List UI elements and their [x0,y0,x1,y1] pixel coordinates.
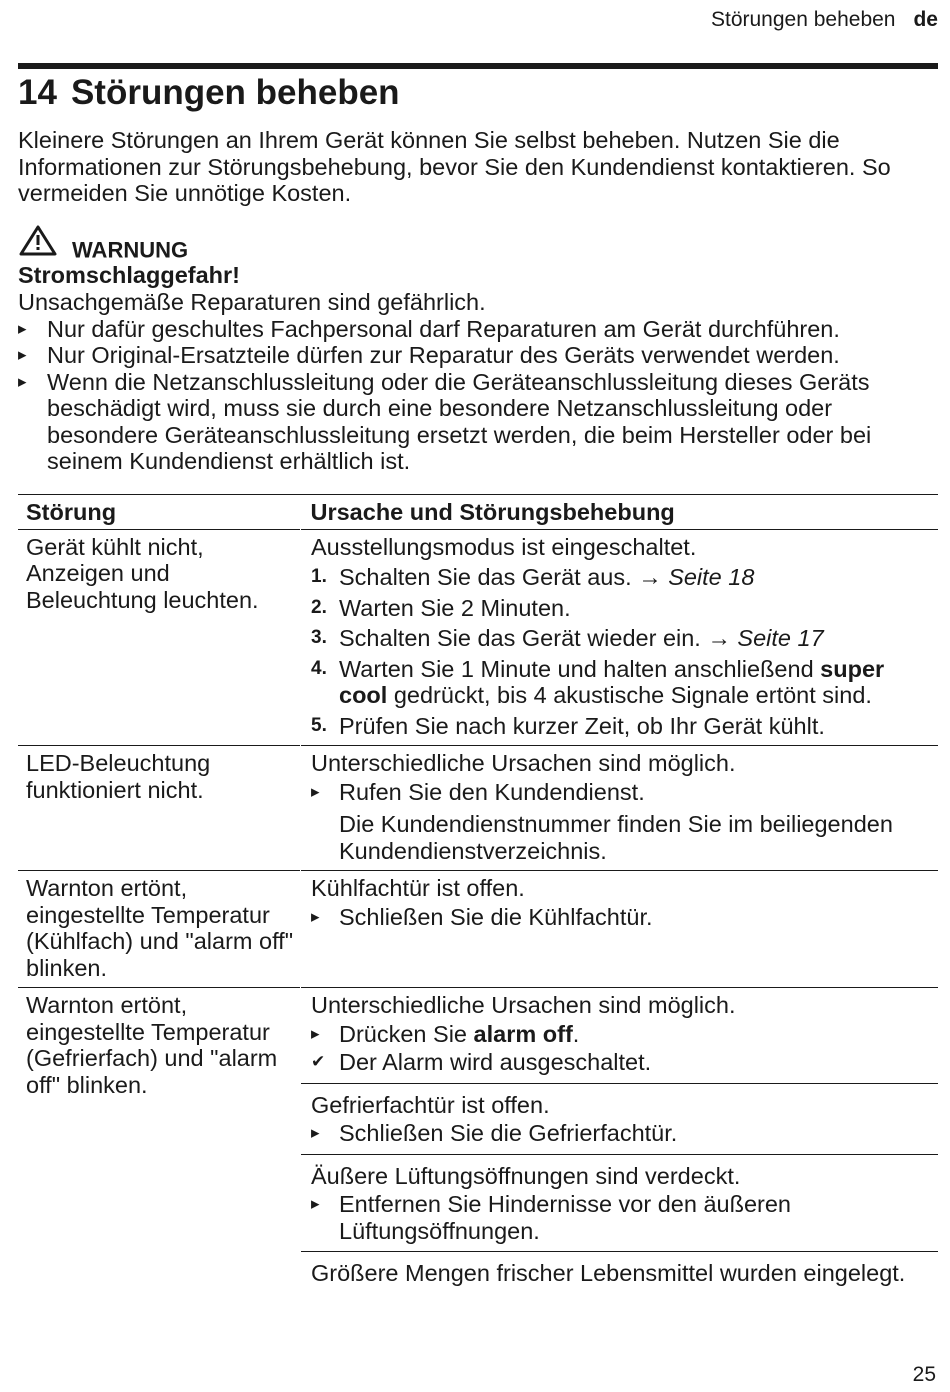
step-item [311,625,934,652]
step-text: gedrückt, bis 4 akustische Signale ertönt sind. [393,682,872,708]
button-name: super cool [339,655,885,708]
action-item: ▸ Schließen Sie die Kühlfachtür. [311,904,934,931]
action-item: ▸ Schließen Sie die Gefrierfachtür. [311,1120,938,1147]
action-list [311,1120,938,1147]
action-list [311,1191,938,1244]
cause-text: Unterschiedliche Ursachen sind möglich. [311,992,736,1018]
remedy-cell [301,746,939,871]
action-item: ▸ Entfernen Sie Hindernisse vor den äußeren Lüftungsöffnungen. [311,1191,938,1244]
action-list [311,779,934,806]
step-number: 1. [311,566,327,587]
column-header-fault: Störung [26,499,117,525]
warning-text: Unsachgemäße Reparaturen sind gefährlich. [18,289,486,315]
cause-text: Kühlfachtür ist offen. [311,875,525,901]
table-row [18,529,938,746]
table-row [18,871,938,988]
table-row [18,746,938,871]
action-list [311,1021,938,1076]
warning-title: Stromschlaggefahr! [18,262,240,288]
table-row [18,988,938,1293]
column-header-remedy: Ursache und Störungsbehebung [310,499,675,525]
page-title [18,71,400,115]
step-text: Warten Sie 2 Minuten. [339,594,571,621]
fault-cell: Warnton ertönt, eingestellte Temperatur (Kühlfach) und "alarm off" blinken. [18,871,301,988]
fault-cell: Warnton ertönt, eingestellte Temperatur (Gefrierfach) und "alarm off" blinken. [18,988,301,1293]
action-text: . [572,1020,580,1047]
warning-bullet: ▸ Nur Original-Ersatzteile dürfen zur Reparatur des Geräts verwendet werden. [18,342,938,369]
troubleshooting-table [18,494,938,1293]
warning-body [18,289,938,475]
cause-text: Ausstellungsmodus ist eingeschaltet. [311,533,697,560]
result-item: ✔ Der Alarm wird ausgeschaltet. [311,1049,938,1076]
page-number: 25 [912,1363,936,1386]
step-number: 4. [311,657,327,679]
cause-text: Größere Mengen frischer Lebensmittel wurden eingelegt. [311,1260,906,1286]
page-reference: Seite 18 [668,564,755,590]
step-number: 5. [311,714,327,736]
remedy-cell [301,529,939,746]
warning-bullet: ▸ Nur dafür geschultes Fachpersonal darf Reparaturen am Gerät durchführen. [18,316,938,343]
chapter-title: Störungen beheben [70,73,400,112]
step-text: Schalten Sie das Gerät wieder ein. → [339,625,731,651]
warning-label: WARNUNG [72,237,189,263]
action-text: Drücken Sie [339,1020,467,1047]
header-rule [18,63,938,69]
action-list [311,904,934,931]
step-text: Schalten Sie das Gerät aus. → [339,564,662,590]
step-item [311,656,934,709]
button-name: alarm off [473,1020,573,1047]
fault-cell: Gerät kühlt nicht, Anzeigen und Beleuchtung leuchten. [18,529,301,746]
step-text: Prüfen Sie nach kurzer Zeit, ob Ihr Gerät kühlt. [339,712,825,739]
step-item [311,564,934,591]
step-number: 3. [311,627,327,648]
step-text: Warten Sie 1 Minute und halten anschließend [339,655,814,682]
action-item: ▸ Rufen Sie den Kundendienst. [311,779,934,806]
intro-paragraph: Kleinere Störungen an Ihrem Gerät können Sie selbst beheben. Nutzen Sie die Informationen zur Störungsbehebung, bevor Sie den Kundendienst kontaktieren. So vermeiden Sie unnötige Kosten. [18,127,891,206]
cause-text: Äußere Lüftungsöffnungen sind verdeckt. [311,1162,741,1189]
remedy-cell [301,871,939,988]
remedy-cell [301,988,939,1293]
action-note: Die Kundendienstnummer finden Sie im beiliegenden Kundendienstverzeichnis. [339,811,893,864]
cause-text: Unterschiedliche Ursachen sind möglich. [311,750,736,776]
warning-bullet: ▸ Wenn die Netzanschlussleitung oder die Geräteanschlussleitung dieses Geräts beschädigt wird, muss sie durch eine besondere Netzanschlussleitung oder besondere Geräteanschlussleitung ersetzt werden, die beim Hersteller oder bei seinem Kundendienst erhältlich ist. [18,369,938,475]
fault-cell: LED-Beleuchtung funktioniert nicht. [18,746,301,871]
step-list [311,564,934,739]
remedy-segment [301,1092,938,1155]
header-section: Störungen beheben [710,8,896,31]
page-reference: Seite 17 [737,625,824,651]
running-header [711,8,938,32]
remedy-segment [301,1260,938,1287]
warning-list [18,316,938,475]
cause-text: Gefrierfachtür ist offen. [311,1091,550,1118]
header-lang: de [913,8,938,31]
remedy-segment [301,1163,938,1253]
remedy-segment [301,992,938,1084]
step-item [311,713,934,740]
step-item [311,595,934,622]
action-item [311,1021,938,1048]
table-header-row [18,495,938,530]
step-number: 2. [311,596,327,618]
chapter-number: 14 [18,73,57,112]
